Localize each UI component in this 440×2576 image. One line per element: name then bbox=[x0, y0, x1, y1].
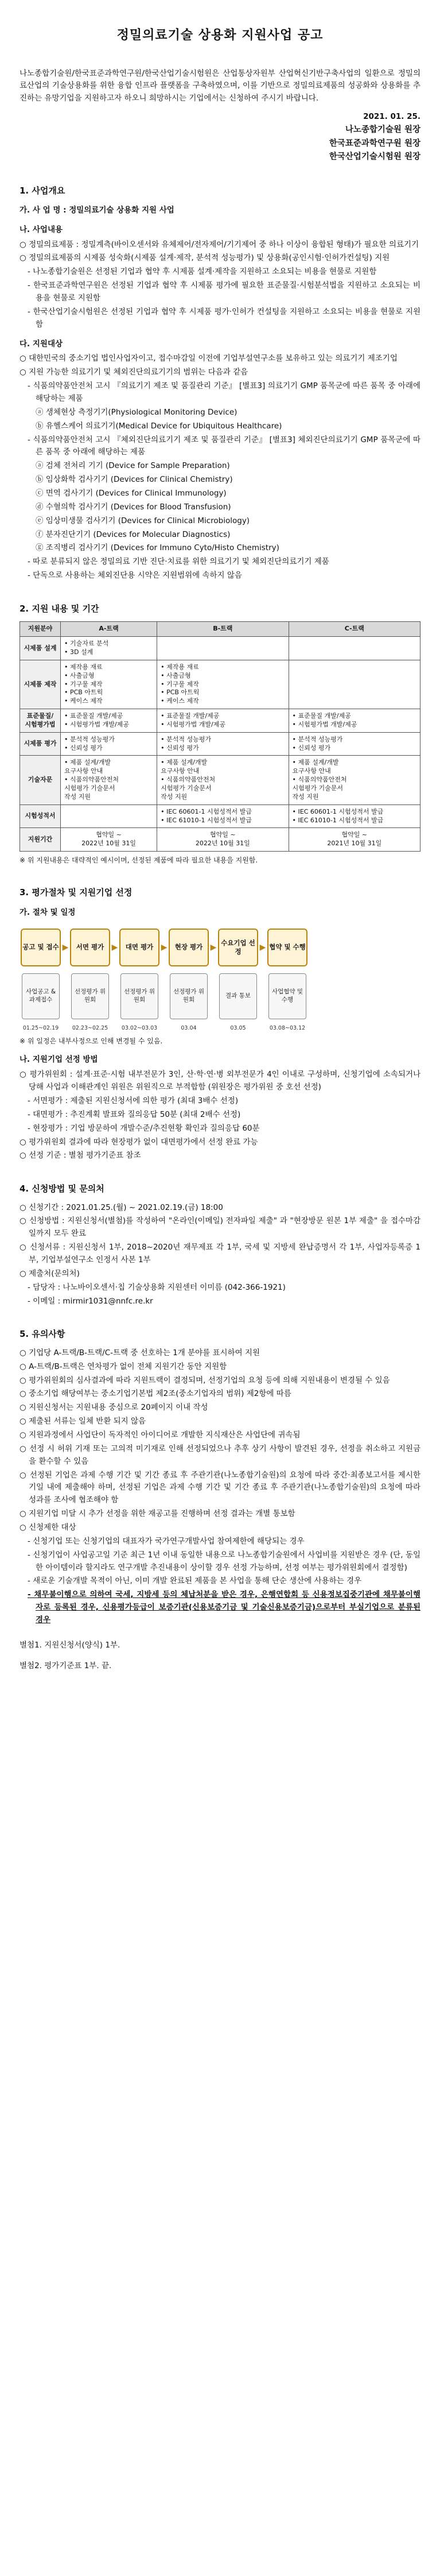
list-item: ⓑ 유헬스케어 의료기기(Medical Device for Ubiquitous Healthcare) bbox=[36, 421, 282, 431]
table-cell bbox=[289, 709, 420, 733]
cell-line: • 식품의약품안전처 bbox=[161, 776, 216, 784]
section-1-title: 1. 사업개요 bbox=[20, 185, 65, 196]
list-item: - 채무불이행으로 의하여 국세, 지방세 등의 체납처분을 받은 경우, 은행연합회 등 신용정보집중기관에 채무불이행자로 등록된 경우, 신용평가등급이 보증기관(신용보증기금 및 기술신용보증기금)으로부터 부실기업으로 분류된 경우 bbox=[28, 1590, 420, 1624]
step-title: 공고 및 접수 bbox=[21, 929, 61, 966]
announcement-date: 2021. 01. 25. bbox=[363, 112, 420, 122]
support-table bbox=[20, 621, 420, 852]
cell-line: • 신뢰성 평가 bbox=[292, 744, 331, 752]
list-item: ○ 지원 가능한 의료기기 및 체외진단의료기기의 범위는 다음과 같음 bbox=[20, 368, 248, 377]
list-item: - 대면평가 : 추진계획 발표와 질의응답 50분 (최대 2배수 선정) bbox=[28, 1109, 241, 1119]
list-item: ○ 지원과정에서 사업단이 독자적인 아이디어로 개발한 지식재산은 사업단에 귀속됨 bbox=[20, 1430, 301, 1440]
list-item: ⓐ 검체 전처리 기기 (Device for Sample Preparation) bbox=[36, 461, 230, 471]
step-description: 사업공고 & 과제접수 bbox=[22, 973, 60, 1019]
list-item: ⓓ 수혈의학 검사기기 (Devices for Blood Transfusion) bbox=[36, 502, 231, 512]
table-row bbox=[20, 804, 420, 828]
cell-line: 2021년 10월 31일 bbox=[327, 840, 382, 848]
cell-line: • 제품 설계/개발 bbox=[292, 759, 339, 767]
section-5-list bbox=[20, 1347, 420, 1627]
cell-line: • IEC 61010-1 시험성적서 발급 bbox=[161, 816, 252, 824]
list-item: ○ 신청방법 : 지원신청서(별첨)를 작성하여 "온라인(이메일) 전자파일 제출" 과 "현장방문 원본 1부 제출" 을 접수마감일까지 모두 완료 bbox=[20, 1216, 420, 1239]
process-step bbox=[168, 929, 210, 1032]
cell-line: • 시험평가법 개발/제공 bbox=[161, 720, 225, 728]
cell-line: • 기구물 제작 bbox=[64, 680, 103, 688]
section-5-title: 5. 유의사항 bbox=[20, 1329, 65, 1340]
cell-line: • 분석적 성능평가 bbox=[64, 735, 115, 743]
cell-line: 작성 지원 bbox=[161, 792, 188, 800]
list-item: - 단독으로 사용하는 체외진단용 시약은 지원범위에 속하지 않음 bbox=[28, 571, 242, 581]
list-item: ○ 제출처(문의처) bbox=[20, 1268, 80, 1278]
table-row-header: 지원기간 bbox=[20, 828, 61, 852]
list-item: - 담당자 : 나노바이오센서·칩 기술상용화 지원센터 이미름 (042-366-1921) bbox=[28, 1282, 286, 1292]
cell-line: 요구사항 안내 bbox=[292, 767, 331, 775]
cell-line: 시험평가 기술문서 bbox=[64, 784, 115, 792]
list-item: - 신청기업 또는 신청기업의 대표자가 국가연구개발사업 참여제한에 해당되는 경우 bbox=[28, 1536, 305, 1546]
process-step bbox=[266, 929, 309, 1032]
cell-line: • 식품의약품안전처 bbox=[292, 776, 347, 784]
table-cell bbox=[157, 709, 289, 733]
steps-note: ※ 위 일정은 내부사정으로 인해 변경될 수 있음. bbox=[20, 1037, 163, 1045]
cell-line: • 식품의약품안전처 bbox=[64, 776, 119, 784]
cell-line: • 기술자료 분석 bbox=[64, 640, 109, 648]
table-header-cell: B-트랙 bbox=[157, 622, 289, 637]
cell-line: • IEC 60601-1 시험성적서 발급 bbox=[292, 807, 384, 815]
list-item: - 식품의약품안전처 고시 『체외진단의료기기 제조 및 품질관리 기준』 [별표3] 체외진단의료기기 GMP 품목군에 따른 품목 중 아래에 해당하는 제품 bbox=[28, 435, 420, 457]
list-item: ○ 제출된 서류는 일체 반환 되지 않음 bbox=[20, 1417, 146, 1426]
table-cell bbox=[61, 804, 157, 828]
list-item: ○ 선정 시 허위 기재 또는 고의적 미기재로 인해 선정되었으나 추후 상기 사항이 발견된 경우, 선정을 취소하고 지원금을 환수할 수 있음 bbox=[20, 1444, 420, 1466]
arrow-right-icon: ▶ bbox=[161, 942, 168, 952]
table-note: ※ 위 지원내용은 대략적인 예시이며, 선정된 제품에 따라 필요한 내용을 지원함. bbox=[20, 856, 258, 865]
cell-line: 시험평가 기술문서 bbox=[161, 784, 212, 792]
list-item: ⓔ 임상미생물 검사기기 (Devices for Clinical Microbiology) bbox=[36, 516, 250, 525]
list-item: ⓐ 생체현상 측정기기(Physiological Monitoring Device) bbox=[36, 407, 237, 417]
section-3-title: 3. 평가절차 및 지원기업 선정 bbox=[20, 887, 133, 898]
step-title: 대면 평가 bbox=[119, 929, 159, 966]
step-description: 사업협약 및 수행 bbox=[268, 973, 306, 1019]
section-1b-list bbox=[20, 239, 420, 331]
cell-line: • 표준물질 개발/제공 bbox=[292, 712, 351, 720]
list-item: ○ 중소기업 해당여부는 중소기업기본법 제2조(중소기업자의 범위) 제2항에 따름 bbox=[20, 1389, 291, 1399]
arrow-right-icon: ▶ bbox=[111, 942, 118, 952]
step-date: 03.04 bbox=[181, 1024, 197, 1031]
process-flow bbox=[20, 929, 420, 1032]
table-row bbox=[20, 828, 420, 852]
list-item: ○ 기업당 A-트랙/B-트랙/C-트랙 중 선호하는 1개 분야를 표시하여 지원 bbox=[20, 1348, 260, 1357]
step-title: 협약 및 수행 bbox=[267, 929, 307, 966]
table-cell bbox=[61, 660, 157, 709]
cell-line: • 제품 설계/개발 bbox=[161, 759, 208, 767]
cell-line: • 표준물질 개발/제공 bbox=[64, 712, 123, 720]
list-item: ○ 지원신청서는 지원내용 중심으로 20페이지 이내 작성 bbox=[20, 1403, 208, 1413]
list-item: ⓒ 면역 검사기기 (Devices for Clinical Immunology) bbox=[36, 489, 227, 498]
list-item: - 나노종합기술원은 선정된 기업과 협약 후 시제품 설계·제작을 지원하고 소요되는 비용을 현물로 지원함 bbox=[28, 267, 377, 277]
org-name-1: 나노종합기술원 원장 bbox=[345, 125, 420, 135]
section-4-list bbox=[20, 1202, 420, 1308]
step-date: 03.02~03.03 bbox=[121, 1024, 158, 1031]
section-1c-list bbox=[20, 353, 420, 582]
table-header-cell: 지원분야 bbox=[20, 622, 61, 637]
step-date: 03.05 bbox=[230, 1024, 246, 1031]
table-row bbox=[20, 637, 420, 660]
table-cell bbox=[289, 804, 420, 828]
table-header-row bbox=[20, 622, 420, 637]
section-3a-title: 가. 절차 및 일정 bbox=[20, 907, 76, 917]
section-2-title: 2. 지원 내용 및 기간 bbox=[20, 604, 99, 614]
cell-line: • 분석적 성능평가 bbox=[161, 735, 211, 743]
step-description: 선정평가 위원회 bbox=[71, 973, 109, 1019]
table-row bbox=[20, 660, 420, 709]
cell-line: • 표준물질 개발/제공 bbox=[161, 712, 220, 720]
table-cell bbox=[61, 828, 157, 852]
cell-line: • 시험평가법 개발/제공 bbox=[292, 720, 357, 728]
step-description: 선정평가 위원회 bbox=[170, 973, 208, 1019]
attachment-1: 별첨1. 지원신청서(양식) 1부. bbox=[20, 1640, 120, 1650]
table-cell bbox=[157, 828, 289, 852]
cell-line: • 기구물 제작 bbox=[161, 680, 199, 688]
table-cell bbox=[61, 756, 157, 804]
table-cell bbox=[157, 637, 289, 660]
step-date: 03.08~03.12 bbox=[269, 1024, 306, 1031]
table-row-header: 시제품 설계 bbox=[20, 637, 61, 660]
table-cell bbox=[157, 804, 289, 828]
section-1b-title: 나. 사업내용 bbox=[20, 225, 63, 234]
table-header-cell: C-트랙 bbox=[289, 622, 420, 637]
cell-line: • 케이스 제작 bbox=[161, 697, 199, 705]
table-cell bbox=[157, 732, 289, 756]
list-item: ○ 대한민국의 중소기업 법인사업자이고, 접수마감일 이전에 기업부설연구소를 보유하고 있는 의료기기 제조기업 bbox=[20, 354, 398, 363]
cell-line: • 3D 설계 bbox=[64, 648, 94, 656]
step-description: 선정평가 위원회 bbox=[120, 973, 158, 1019]
table-cell bbox=[157, 660, 289, 709]
list-item: ○ 정밀의료제품의 시제품 성숙화(시제품 설계·제작, 분석적 성능평가) 및 상용화(공인시험·인허가컨설팅) 지원 bbox=[20, 253, 390, 263]
cell-line: • PCB 아트웍 bbox=[64, 689, 103, 697]
cell-line: • 신뢰성 평가 bbox=[161, 744, 199, 752]
list-item: ○ 평가위원회 : 설계·표준·시험 내부전문가 3인, 산·학·연·병 외부전문가 4인 이내로 구성하며, 신청기업에 소속되거나 당해 사업과 이해관계인 위원은 위원직으로 부적합함 (위원장은 평가위원 중 호선 선정) bbox=[20, 1070, 420, 1092]
table-cell bbox=[289, 828, 420, 852]
table-cell bbox=[289, 660, 420, 709]
process-step bbox=[118, 929, 161, 1032]
table-header-cell: A-트랙 bbox=[61, 622, 157, 637]
contact-email[interactable]: - 이메일 : mirmir1031@nnfc.re.kr bbox=[28, 1296, 153, 1306]
cell-line: • 시험평가법 개발/제공 bbox=[64, 720, 129, 728]
table-row-header: 시제품 제작 bbox=[20, 660, 61, 709]
section-3b-title: 나. 지원기업 선정 방법 bbox=[20, 1055, 98, 1065]
table-row-header: 기술자문 bbox=[20, 756, 61, 804]
cell-line: 2022년 10월 31일 bbox=[195, 840, 250, 848]
list-item: - 따로 분류되지 않은 정밀의료 기반 진단·치료를 위한 의료기기 및 체외진단의료기기 제품 bbox=[28, 557, 329, 567]
list-item: - 새로운 기술개발 목적이 아닌, 이미 개발 완료된 제품을 본 사업을 통해 단순 생산에 사용하는 경우 bbox=[28, 1576, 362, 1586]
cell-line: 협약일 ~ bbox=[96, 831, 122, 839]
table-row-header: 시제품 평가 bbox=[20, 732, 61, 756]
cell-line: 요구사항 안내 bbox=[64, 767, 103, 775]
cell-line: • 사출금형 bbox=[64, 671, 95, 679]
intro-paragraph: 나노종합기술원/한국표준과학연구원/한국산업기술시험원은 산업통상자원부 산업혁신기반구축사업의 일환으로 정밀의료산업의 기술상용화를 위한 융합 인프라 플랫폼을 구축하였으며, 이를 기반으로 정밀의료제품의 성공화와 상용화를 추진하는 유망기업을 지원하고자 하오니 희망하시는 기업에서는 신청하여 주시기 바랍니다. bbox=[20, 68, 420, 103]
list-item: ○ 정밀의료제품 : 정밀계측(바이오센서와 유체제어/전자제어/기기제어 중 하나 이상이 융합된 형태)가 필요한 의료기기 bbox=[20, 239, 419, 249]
list-item: ⓑ 임상화학 검사기기 (Devices for Clinical Chemistry) bbox=[36, 475, 233, 485]
list-item: ○ 평가위원회의 심사결과에 따라 지원트랙이 결정되며, 선정기업의 요청 등에 의해 지원내용이 변경될 수 있음 bbox=[20, 1375, 390, 1385]
cell-line: • IEC 60601-1 시험성적서 발급 bbox=[161, 807, 252, 815]
list-item: ○ 선정된 기업은 과제 수행 기간 및 기간 종료 후 주관기관(나노종합기술원)의 요청에 따라 중간·최종보고서를 제시한 기일 내에 제출해야 하며, 선정된 기업은 과제 수행 기간 및 기간 종료 후 주관기관(나노종합기술원)의 요청에 따라 성과를 조사에 협조해야 함 bbox=[20, 1470, 420, 1505]
arrow-right-icon: ▶ bbox=[259, 942, 266, 952]
cell-line: 작성 지원 bbox=[64, 792, 91, 800]
table-cell bbox=[289, 756, 420, 804]
cell-line: • 케이스 제작 bbox=[64, 697, 103, 705]
list-item: ○ 신청기간 : 2021.01.25.(월) ~ 2021.02.19.(금) 18:00 bbox=[20, 1202, 223, 1212]
process-step bbox=[69, 929, 111, 1032]
list-item: - 식품의약품안전처 고시 『의료기기 제조 및 품질관리 기준』 [별표3] 의료기기 GMP 품목군에 따른 품목 중 아래에 해당하는 제품 bbox=[28, 381, 420, 403]
step-title: 현장 평가 bbox=[169, 929, 209, 966]
table-cell bbox=[61, 709, 157, 733]
list-item: ○ 신청서류 : 지원신청서 1부, 2018~2020년 재무제표 각 1부, 국세 및 지방세 완납증명서 각 1부, 사업자등록증 1부, 기업부설연구소 인정서 사본 1부 bbox=[20, 1243, 420, 1265]
cell-line: • IEC 61010-1 시험성적서 발급 bbox=[292, 816, 384, 824]
cell-line: • 제품 설계/개발 bbox=[64, 759, 111, 767]
table-row bbox=[20, 732, 420, 756]
support-table-body bbox=[20, 637, 420, 852]
attachment-2: 별첨2. 평가기준표 1부. 끝. bbox=[20, 1661, 112, 1670]
cell-line: 시험평가 기술문서 bbox=[292, 784, 344, 792]
table-cell bbox=[289, 732, 420, 756]
list-item: ○ 선정 기준 : 별첨 평가기준표 참조 bbox=[20, 1151, 141, 1161]
org-name-2: 한국표준과학연구원 원장 bbox=[329, 138, 420, 148]
list-item: ⓕ 분자진단기기 (Devices for Molecular Diagnostics) bbox=[36, 529, 231, 539]
cell-line: • PCB 아트웍 bbox=[161, 689, 200, 697]
section-1c-title: 다. 지원대상 bbox=[20, 339, 63, 349]
list-item: - 현장평가 : 기업 방문하여 개발수준/추진현황 확인과 질의응답 60분 bbox=[28, 1123, 260, 1133]
list-item: - 한국산업기술시험원은 선정된 기업과 협약 후 시제품 평가·인허가 컨설팅을 지원하고 소요되는 비용을 현물로 지원함 bbox=[28, 307, 420, 329]
section-1a-title: 가. 사 업 명 : 정밀의료기술 상용화 지원 사업 bbox=[20, 205, 174, 215]
step-date: 02.23~02.25 bbox=[72, 1024, 108, 1031]
cell-line: • 제작용 재료 bbox=[161, 663, 199, 671]
cell-line: 2022년 10월 31일 bbox=[81, 840, 136, 848]
section-3b-list bbox=[20, 1069, 420, 1162]
list-item: ○ 지원기업 미달 시 추가 선정을 위한 재공고를 진행하며 선정 결과는 개별 통보함 bbox=[20, 1509, 295, 1519]
step-title: 서면 평가 bbox=[70, 929, 110, 966]
table-cell bbox=[61, 637, 157, 660]
cell-line: 작성 지원 bbox=[292, 792, 319, 800]
list-item: - 신청기업이 사업공고일 기준 최근 1년 이내 동일한 내용으로 나노종합기술원에서 사업비를 지원받은 경우 (단, 동일한 아이템이라 할지라도 연구개발 추진내용이 상이할 경우 선정 가능하며, 선정 여부는 평가위원회에서 결정함) bbox=[28, 1550, 420, 1572]
arrow-right-icon: ▶ bbox=[210, 942, 217, 952]
table-cell bbox=[157, 756, 289, 804]
arrow-right-icon: ▶ bbox=[62, 942, 69, 952]
cell-line: • 분석적 성능평가 bbox=[292, 735, 343, 743]
step-description: 결과 통보 bbox=[219, 973, 257, 1019]
cell-line: • 제작용 재료 bbox=[64, 663, 103, 671]
cell-line: • 사출금형 bbox=[161, 671, 191, 679]
org-name-3: 한국산업기술시험원 원장 bbox=[329, 152, 420, 162]
list-item: ⓖ 조직병리 검사기기 (Devices for Immuno Cyto/Histo Chemistry) bbox=[36, 543, 279, 553]
list-item: ○ 평가위원회 결과에 따라 현장평가 없이 대면평가에서 선정 완료 가능 bbox=[20, 1137, 258, 1147]
section-4-title: 4. 신청방법 및 문의처 bbox=[20, 1183, 104, 1194]
table-cell bbox=[61, 732, 157, 756]
table-row bbox=[20, 756, 420, 804]
step-title: 수요기업 선정 bbox=[218, 929, 258, 966]
table-row-header: 시험성적서 bbox=[20, 804, 61, 828]
table-row bbox=[20, 709, 420, 733]
cell-line: 요구사항 안내 bbox=[161, 767, 200, 775]
step-date: 01.25~02.19 bbox=[22, 1024, 59, 1031]
list-item: ○ 신청제한 대상 bbox=[20, 1522, 76, 1532]
cell-line: • 신뢰성 평가 bbox=[64, 744, 103, 752]
table-row-header: 표준물질/ 시험평가법 bbox=[20, 709, 61, 733]
process-step bbox=[217, 929, 259, 1032]
list-item: ○ A-트랙/B-트랙은 연차평가 없이 전체 지원기간 동안 지원함 bbox=[20, 1362, 227, 1371]
list-item: - 한국표준과학연구원은 선정된 기업과 협약 후 시제품 평가에 필요한 표준물질·시험분석법을 지원하고 소요되는 비용을 현물로 지원함 bbox=[28, 281, 420, 303]
cell-line: 협약일 ~ bbox=[341, 831, 368, 839]
process-step bbox=[20, 929, 62, 1032]
list-item: - 서면평가 : 제출된 지원신청서에 의한 평가 (최대 3배수 선정) bbox=[28, 1096, 239, 1106]
page-title: 정밀의료기술 상용화 지원사업 공고 bbox=[116, 28, 324, 42]
table-cell bbox=[289, 637, 420, 660]
cell-line: 협약일 ~ bbox=[210, 831, 236, 839]
